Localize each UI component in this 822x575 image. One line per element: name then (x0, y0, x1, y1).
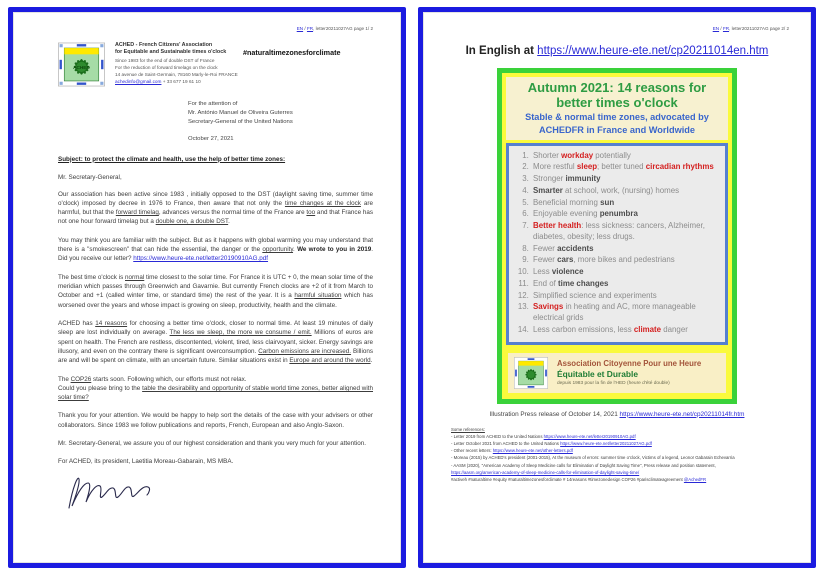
text-segment: The less we sleep, the more we consume / emit. (169, 329, 312, 337)
text-segment: harmful situation (294, 292, 342, 300)
text-segment: ACHED has (58, 319, 96, 327)
letter-date: October 27, 2021 (188, 135, 234, 142)
text-segment: , advances versus the normal time of the France are (158, 209, 307, 217)
org-tagline2: For the reduction of forward timelags on the clock (115, 64, 218, 70)
text-segment: . Did you receive our letter? (58, 246, 373, 263)
references-block (445, 427, 789, 484)
text-segment: + 33 677 19 61 10 (161, 78, 201, 84)
text-segment: time changes at the clock (284, 199, 361, 207)
handwritten-signature (64, 471, 373, 520)
text-segment: Our association has been active since 1983 , initially opposed to the DST (daylight saving time, summer time o'clock) imposed by decree in 1976 to France, then aware that not only the (58, 190, 373, 207)
text-segment: time closest to the solar time. For France it is UTC + 0, the mean solar time of the meridian which passes through Greenwich and Gavarnie. But currently French clocks are +2 of it from March to October and +1 (called winter time, or standard time) the rest of the year. It is a (58, 273, 373, 300)
english-link-line (445, 45, 789, 57)
text-segment: Fewer (533, 255, 558, 265)
text-segment: #activeh #naturaltime #equity #naturaltimezonesforclimate # 14reasons #timezonedesign COP26 #parisclimateagreement (451, 477, 684, 483)
fourteen-reasons-poster (497, 68, 737, 404)
text-segment: / (719, 26, 723, 31)
text-segment: time changes (558, 278, 609, 288)
paragraph (58, 273, 373, 310)
association-name-line2: Équitable et Durable (557, 369, 638, 380)
text-segment: - Other recent letters: (451, 448, 493, 454)
text-segment: Mr. Secretary-General, we assure you of our highest consideration and thank you very much for your attention. (58, 440, 367, 448)
text-segment: - Letter October 2021 from ACHED to the United Nations (451, 440, 561, 446)
hyperlink[interactable]: https://www.heure-ete.net/letter20190910AG.pdf (543, 433, 636, 439)
paragraph (451, 434, 789, 440)
text-segment: Some references: (451, 426, 485, 432)
text-segment: . (293, 246, 298, 254)
text-segment: sun (600, 197, 615, 207)
hyperlink[interactable]: https://www.heure-ete.net/cp20211014fr.htm (619, 410, 745, 418)
hyperlink[interactable]: https://www.heure-ete.net/letter20190910AG.pdf (133, 255, 269, 263)
reason-item (531, 198, 721, 209)
text-segment: for choosing a better time o'clock, closer to normal time. At least 19 minutes of daily sleep are lost individually on average. (58, 319, 373, 337)
reason-item (531, 151, 721, 162)
paragraph (451, 441, 789, 447)
association-strip (508, 353, 726, 393)
reason-item (531, 267, 721, 278)
reason-item (531, 174, 721, 185)
text-segment: More restful (533, 162, 577, 172)
association-name-line1: Association Citoyenne Pour une Heure (557, 359, 702, 369)
text-segment: , letter20211027AG page 1/ 2 (313, 26, 373, 31)
press-release-page-2 (418, 7, 816, 568)
text-segment: too (306, 209, 316, 217)
page2-header-meta (445, 26, 789, 32)
paragraph (58, 439, 373, 448)
letter-page-1 (8, 7, 406, 568)
paragraph (58, 190, 373, 227)
text-segment: , letter20211027AG page 2/ 2 (729, 26, 789, 31)
paragraph (58, 411, 373, 430)
text-segment: Stronger (533, 174, 566, 183)
text-segment: potentially (593, 150, 631, 160)
attention-line3: Secretary-General of the United Nations (188, 118, 293, 125)
hyperlink[interactable]: FR (306, 26, 314, 31)
text-segment: The (58, 375, 71, 383)
text-segment: table the desirability and opportunity of stable world time zones, better aligned with solar time? (58, 384, 373, 402)
attention-block (188, 100, 373, 127)
poster-title-line2: better times o'clock (556, 94, 678, 110)
text-segment: circadian rhythms (645, 162, 714, 172)
org-info (115, 42, 238, 87)
poster-subtitle-line1: Stable & normal time zones, advocated by (525, 112, 709, 123)
text-segment: sleep (576, 162, 598, 172)
text-segment: double one, a double DST (155, 218, 229, 226)
text-segment: You may think you are familiar with the subject. But as it happens with global warming you may understand that there is a "smokescreen" that can hide the essential, the danger or the (58, 236, 373, 254)
text-segment: opportunity (262, 246, 294, 254)
text-segment: Less (533, 267, 552, 276)
org-tagline1: Since 1983 for the end of double DST of France (115, 57, 215, 63)
text-segment: at school, work, (nursing) homes (562, 185, 680, 195)
svg-text:ACHED: ACHED (73, 65, 90, 71)
letter-body (58, 190, 373, 467)
text-segment: Billions are and will be spent on climate, with an uncertain future. Similar situations exist in (58, 347, 374, 365)
text-segment: Beneficial morning (533, 197, 601, 207)
text-segment: : less sickness: cancers, Alzheimer, diabetes, obesity; less drugs. (533, 221, 705, 241)
paragraph (451, 470, 789, 476)
text-segment: 14 reasons (95, 319, 128, 327)
text-segment: - Moreau (2015) by ACHED's president (2001-2015), At the museum of errors: summer time o'clock, Victims of a legend, Leonor Gabarain Echevarria (451, 455, 735, 461)
ached-logo-small (514, 357, 548, 389)
text-segment: Millions of euros are spent on health. The French are restless, discontented, violent, tired, less clairvoyant, sicker. Energy savings are illusory, and even on the contrary there is significant overconsumption. (58, 329, 373, 355)
poster-subtitle-line2: ACHEDFR in France and Worldwide (538, 125, 696, 136)
text-segment: Thank you for your attention. We would be happy to help sort the details of the case with your advisers or other collaborators. Since 1983 we follow publications and reports, French, European and also Anglo-Saxon. (58, 412, 373, 429)
attention-line1: For the attention of (188, 100, 238, 107)
text-segment: in heating and AC, more manageable electrical grids (533, 302, 696, 322)
reason-item (531, 279, 721, 290)
paragraph (58, 457, 373, 466)
reason-item (531, 244, 721, 255)
reason-item (531, 209, 721, 220)
reason-item (531, 302, 721, 324)
text-segment: Europe and around the world (289, 357, 371, 365)
reason-item (531, 325, 721, 336)
paragraph (451, 463, 789, 469)
text-segment: cars (557, 255, 574, 265)
text-segment: Less carbon emissions, less (533, 324, 634, 334)
text-segment: Illustration Press release of October 14, 2021 (489, 410, 620, 418)
reason-item (531, 255, 721, 266)
poster-caption (445, 411, 789, 418)
hyperlink[interactable]: @AchedFR (683, 477, 707, 483)
text-segment: violence (551, 267, 584, 276)
text-segment: danger (661, 324, 688, 334)
text-segment: workday (561, 150, 594, 160)
poster-title-line1: Autumn 2021: 14 reasons for (527, 79, 707, 95)
text-segment: In English at (465, 44, 538, 57)
text-segment: - Letter 2019 from ACHED to the United Nations (451, 433, 544, 439)
text-segment: are harmful, but that the (58, 199, 373, 217)
text-segment: . (228, 218, 230, 226)
text-segment: penumbra (599, 209, 638, 219)
text-segment: Fewer (533, 243, 558, 253)
text-segment: Enjoyable evening (533, 209, 600, 219)
text-segment: Carbon emissions are increased. (258, 347, 352, 355)
hyperlink[interactable]: EN (296, 26, 304, 31)
text-segment: Could you please bring to the (58, 384, 143, 392)
text-segment: and that France has not one hour forward timelag but a (58, 209, 373, 226)
paragraph (451, 448, 789, 454)
hyperlink[interactable]: https://www.heure-ete.net/other-letters.pdf (492, 448, 573, 454)
ached-logo (58, 42, 105, 87)
reasons-list-box (506, 143, 728, 345)
association-since-line: depuis 1983 pour la fin de l'HED (heure d'été double) (557, 380, 670, 386)
reasons-list (509, 151, 721, 336)
text-segment: climate (633, 324, 662, 334)
poster-title-block (506, 77, 728, 140)
subject-line: Subject: to protect the climate and health, use the help of better time zones: (58, 155, 286, 163)
text-segment: - AASM (2020), "American Academy of Sleep Medicine calls for Elimination of Daylight Saving Time", Press release and position statement, (451, 462, 716, 468)
page1-header-meta (58, 26, 373, 32)
text-segment: Smarter (533, 185, 563, 195)
text-segment: forward timelag (115, 209, 159, 217)
climate-hashtag: #naturaltimezonesforclimate (243, 47, 341, 57)
paragraph (451, 427, 789, 433)
paragraph (451, 455, 789, 461)
text-segment: starts soon. Following which, our efforts must not relax. (91, 375, 247, 383)
org-name-line1: ACHED - French Citizens' Association (115, 41, 213, 48)
attention-line2: Mr. António Manuel de Oliveira Guterres (188, 109, 293, 116)
text-segment: , more bikes and pedestrians (573, 255, 675, 265)
org-name-line2: for Equitable and Sustainable times o'clock (115, 49, 227, 56)
paragraph (58, 319, 373, 366)
text-segment: Shorter (533, 150, 562, 160)
org-contact (115, 78, 238, 85)
hyperlink[interactable]: https://www.heure-ete.net/letter20211027AG.pdf (560, 440, 652, 446)
signature-strokes (64, 471, 160, 515)
text-segment: Savings (533, 302, 564, 312)
hyperlink[interactable]: achedinfo@gmail.com (115, 78, 162, 84)
text-segment: Simplified science and experiments (533, 290, 657, 300)
hyperlink[interactable]: FR (722, 26, 730, 31)
text-segment: . (370, 357, 373, 365)
org-address: 14 avenue de Saint-Germain, 78160 Marly-le-Roi FRANCE (115, 71, 238, 77)
association-text (557, 359, 701, 385)
reason-item (531, 186, 721, 197)
text-segment: immunity (565, 174, 601, 183)
paragraph (58, 375, 373, 403)
text-segment: ; better tuned (597, 162, 646, 172)
letterhead (58, 42, 373, 87)
paragraph (451, 477, 789, 483)
hyperlink[interactable]: EN (712, 26, 720, 31)
reason-item (531, 291, 721, 302)
reason-item (531, 221, 721, 243)
reason-item (531, 162, 721, 173)
text-segment: which has worsened over the years and whose impact is growing on sleep, productivity, health and the climate. (58, 292, 374, 309)
greeting: Mr. Secretary-General, (58, 173, 122, 181)
text-segment: End of (533, 278, 559, 288)
hyperlink[interactable]: https://aasm.org/american-academy-of-sleep-medicine-calls-for-elimination-of-daylight-saving-time/ (451, 469, 640, 475)
text-segment: For ACHED, its president, Laetitia Moreau-Gabarain, MS MBA. (58, 458, 234, 466)
text-segment: / (303, 26, 307, 31)
text-segment: COP26 (70, 375, 92, 383)
hyperlink[interactable]: https://www.heure-ete.net/cp20211014en.htm (537, 44, 769, 57)
text-segment: normal (125, 273, 145, 281)
text-segment: accidents (557, 243, 594, 253)
paragraph (58, 236, 373, 264)
text-segment: We wrote to you in 2019 (297, 246, 372, 254)
text-segment: Better health (533, 221, 582, 230)
text-segment: The best time o'clock is (58, 273, 126, 281)
